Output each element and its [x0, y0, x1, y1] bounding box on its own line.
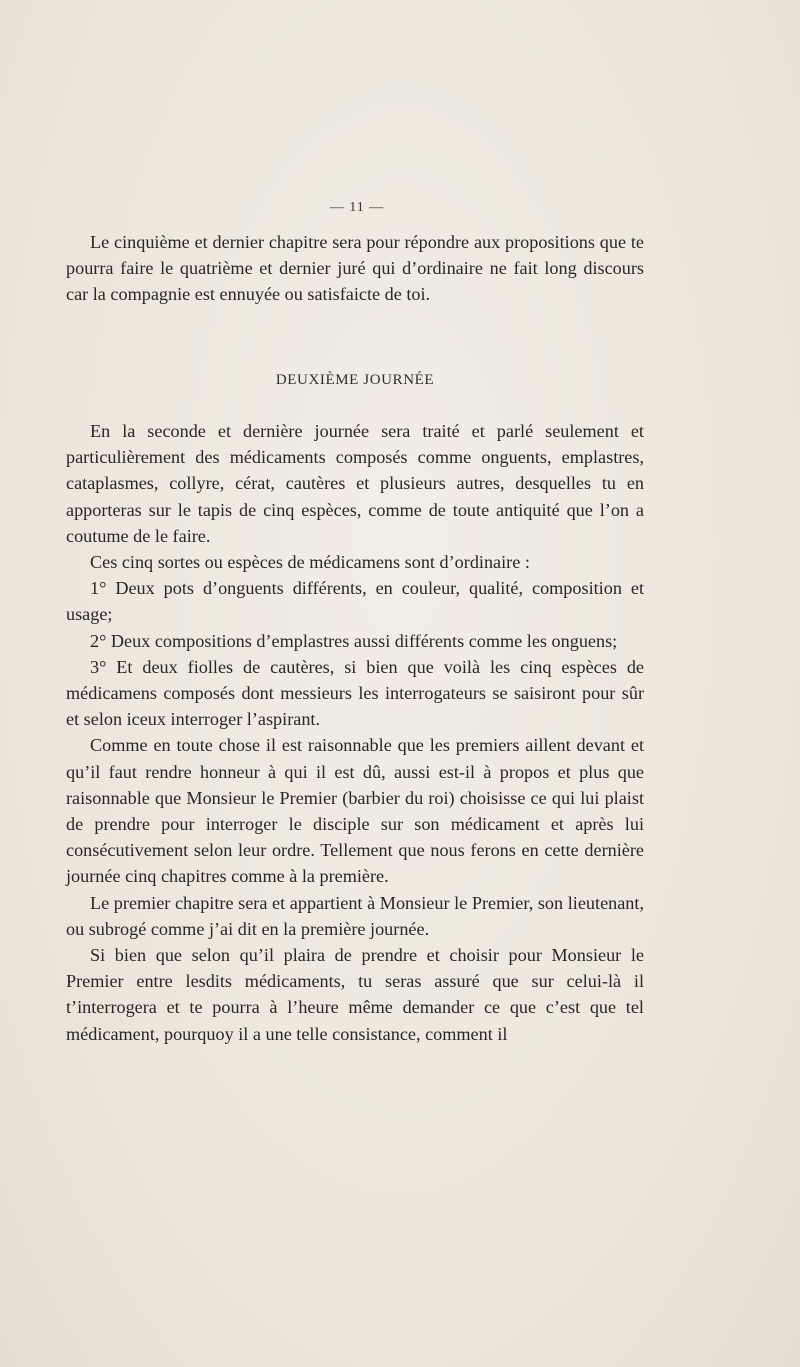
- paragraph: Ces cinq sortes ou espèces de médicamens sont d’ordinaire :: [90, 552, 530, 573]
- section-heading: [0, 372, 710, 389]
- list-item: 3° Et deux fiolles de cautères, si bien que voilà les cinq espèces de médicamens composés dont messieurs les interrogateurs se saisiront pour sûr et selon iceux interroger l’aspirant.: [66, 656, 644, 730]
- intro-section: [66, 229, 644, 308]
- paragraph: Comme en toute chose il est raisonnable que les premiers aillent devant et qu’il faut rendre honneur à qui il est dû, aussi est-il à propos et plus que raisonnable que Monsieur le Premier (barbier du roi) choisisse ce qui lui plaist de prendre pour interroger le disciple sur son médicament et après lui consécutivement selon leur ordre. Tellement que nous ferons en cette dernière journée cinq chapitres comme à la première.: [66, 735, 644, 887]
- paragraph: En la seconde et dernière journée sera traité et parlé seulement et particulièrement des médicaments composés comme onguents, emplastres, cataplasmes, collyre, cérat, cautères et plusieurs autres, desquelles tu en apporteras sur le tapis de cinq espèces, comme de toute antiquité que l’on a coutume de le faire.: [66, 421, 644, 546]
- intro-paragraph: Le cinquième et dernier chapitre sera pour répondre aux propositions que te pourra faire le quatrième et dernier juré qui d’ordinaire ne fait long discours car la compagnie est ennuyée ou satisfaicte de toi.: [66, 232, 644, 305]
- list-item: 2° Deux compositions d’emplastres aussi différents comme les onguens;: [90, 630, 618, 651]
- section-heading-text: DEUXIÈME JOURNÉE: [275, 372, 435, 388]
- list-item: 1° Deux pots d’onguents différents, en couleur, qualité, composition et usage;: [66, 578, 644, 625]
- page-number: — 11 —: [329, 200, 385, 215]
- paragraph: Si bien que selon qu’il plaira de prendre et choisir pour Monsieur le Premier entre lesdits médicaments, tu seras assuré que sur celui-là il t’interrogera et te pourra à l’heure même demander ce que c’est que tel médicament, pourquoy il a une telle consistance, comment il: [66, 945, 644, 1044]
- body-text: [66, 418, 644, 1047]
- paragraph: Le premier chapitre sera et appartient à Monsieur le Premier, son lieutenant, ou subrogé comme j’ai dit en la première journée.: [66, 892, 644, 939]
